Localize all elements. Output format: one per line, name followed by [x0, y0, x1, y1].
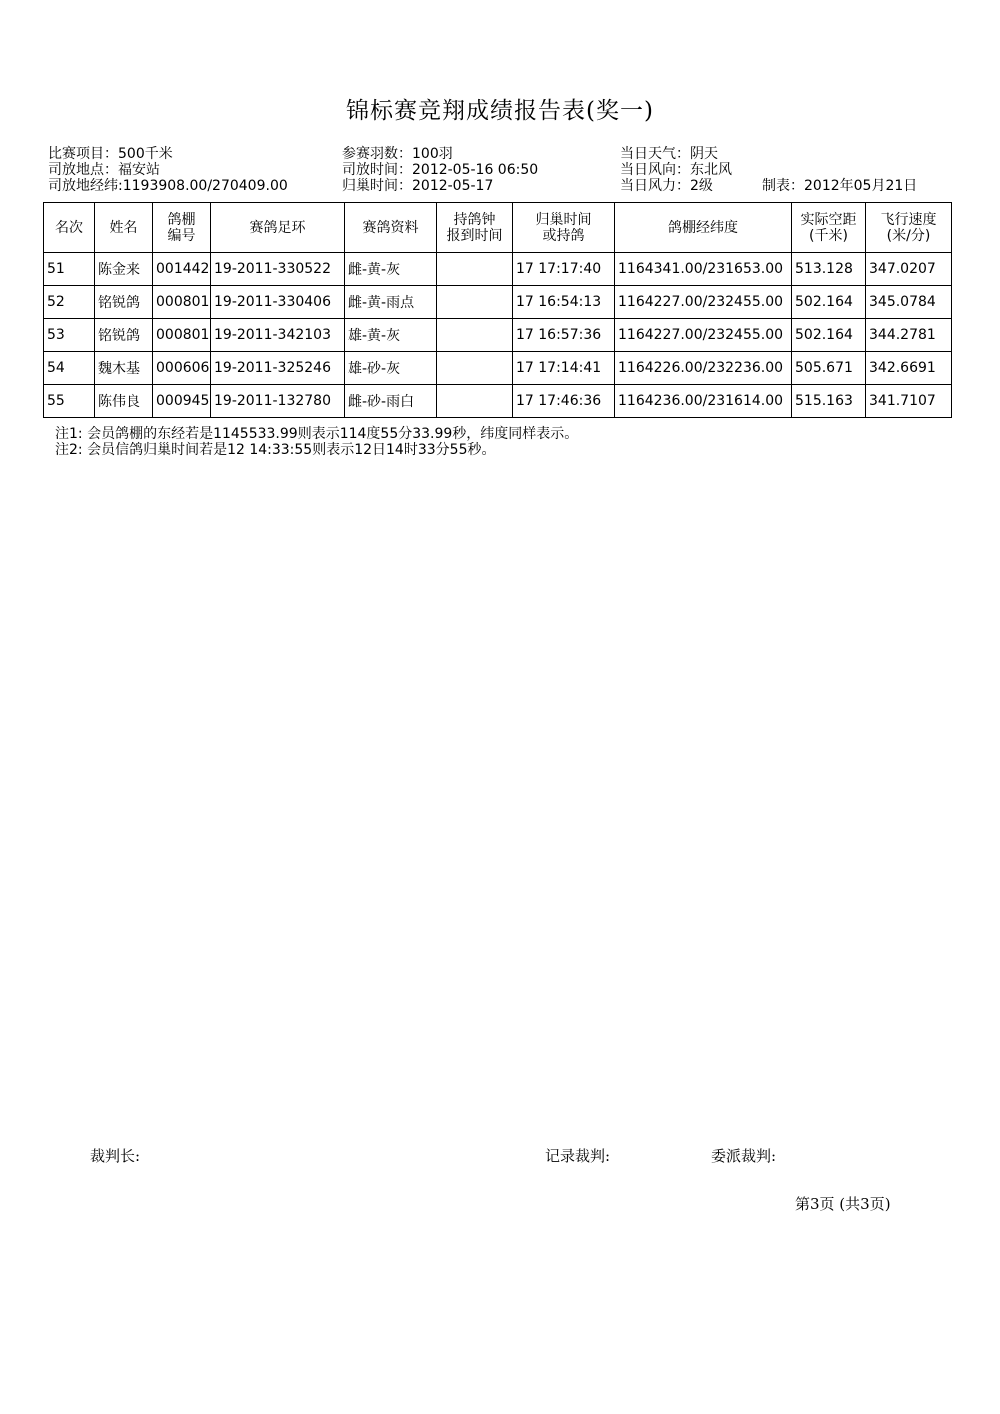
- table-cell: 19-2011-325246: [211, 352, 345, 385]
- record-referee-label: 记录裁判:: [545, 1147, 611, 1165]
- column-header: [211, 203, 345, 253]
- table-cell: 502.164: [792, 286, 866, 319]
- table-cell: 55: [44, 385, 95, 418]
- table-cell: 19-2011-342103: [211, 319, 345, 352]
- info-column-left: [48, 146, 288, 194]
- table-cell: 342.6691: [866, 352, 952, 385]
- table-row: [44, 286, 952, 319]
- table-cell: 341.7107: [866, 385, 952, 418]
- column-header-text: 实际空距: [800, 211, 857, 228]
- column-header-text: (千米): [809, 227, 848, 244]
- column-header-text: 归巢时间: [535, 211, 592, 228]
- notes: [55, 426, 578, 458]
- table-cell: 515.163: [792, 385, 866, 418]
- table-cell: 铭锐鸽: [95, 286, 153, 319]
- table-cell: 19-2011-330406: [211, 286, 345, 319]
- table-cell: 17 17:14:41: [513, 352, 615, 385]
- table-cell: 54: [44, 352, 95, 385]
- results-table: [43, 202, 952, 418]
- info-column-right: [620, 146, 732, 194]
- column-header-text: 编号: [167, 227, 196, 244]
- table-cell: 19-2011-330522: [211, 253, 345, 286]
- column-header-text: 持鸽钟: [453, 211, 496, 228]
- column-header: [95, 203, 153, 253]
- table-row: [44, 385, 952, 418]
- table-cell: 雌-砂-雨白: [345, 385, 437, 418]
- page-number: 第3页 (共3页): [795, 1195, 891, 1213]
- table-cell: 1164226.00/232236.00: [615, 352, 792, 385]
- weather: 当日天气：阴天: [620, 146, 718, 162]
- table-cell: 铭锐鸽: [95, 319, 153, 352]
- release-location: 司放地点：福安站: [48, 162, 160, 178]
- prepared-date: 制表：2012年05月21日: [762, 178, 918, 194]
- wind-direction: 当日风向：东北风: [620, 162, 732, 178]
- column-header-text: 鸽棚: [167, 211, 196, 228]
- table-cell: 1164227.00/232455.00: [615, 319, 792, 352]
- table-cell: 000801: [153, 286, 211, 319]
- release-time: 司放时间：2012-05-16 06:50: [342, 162, 539, 178]
- table-cell: 17 17:17:40: [513, 253, 615, 286]
- table-cell: 雌-黄-灰: [345, 253, 437, 286]
- table-cell: 344.2781: [866, 319, 952, 352]
- table-cell: 345.0784: [866, 286, 952, 319]
- table-cell: 000801: [153, 319, 211, 352]
- column-header: [792, 203, 866, 253]
- race-distance: 比赛项目：500千米: [48, 146, 173, 162]
- table-row: [44, 319, 952, 352]
- column-header-text: 姓名: [109, 219, 138, 236]
- table-cell: 17 17:46:36: [513, 385, 615, 418]
- column-header-text: 报到时间: [446, 227, 503, 244]
- assigned-referee-label: 委派裁判:: [711, 1147, 777, 1165]
- table-cell: 1164341.00/231653.00: [615, 253, 792, 286]
- table-cell: [437, 286, 513, 319]
- note-2: 注2: 会员信鸽归巢时间若是12 14:33:55则表示12日14时33分55秒。: [55, 442, 496, 458]
- table-body: [44, 253, 952, 418]
- table-cell: 001442: [153, 253, 211, 286]
- table-cell: 雄-砂-灰: [345, 352, 437, 385]
- column-header: [615, 203, 792, 253]
- table-cell: 505.671: [792, 352, 866, 385]
- column-header: [153, 203, 211, 253]
- column-header: [437, 203, 513, 253]
- column-header: [345, 203, 437, 253]
- table-cell: [437, 319, 513, 352]
- entry-count: 参赛羽数：100羽: [342, 146, 453, 162]
- table-cell: 502.164: [792, 319, 866, 352]
- table-cell: 1164227.00/232455.00: [615, 286, 792, 319]
- wind-force: 当日风力：2级: [620, 178, 713, 194]
- column-header-text: 赛鸽资料: [362, 219, 419, 236]
- table-cell: [437, 253, 513, 286]
- table-cell: 53: [44, 319, 95, 352]
- table-cell: 雄-黄-灰: [345, 319, 437, 352]
- report-title: 锦标赛竞翔成绩报告表(奖一): [346, 98, 654, 124]
- table-row: [44, 352, 952, 385]
- table-cell: 陈金来: [95, 253, 153, 286]
- column-header: [44, 203, 95, 253]
- table-cell: 51: [44, 253, 95, 286]
- table-cell: [437, 385, 513, 418]
- column-header-text: 飞行速度: [880, 211, 937, 228]
- info-column-middle: [342, 146, 538, 194]
- column-header: [513, 203, 615, 253]
- column-header: [866, 203, 952, 253]
- column-header-text: 或持鸽: [542, 227, 585, 244]
- table-cell: [437, 352, 513, 385]
- table-cell: 雌-黄-雨点: [345, 286, 437, 319]
- table-cell: 347.0207: [866, 253, 952, 286]
- note-1: 注1: 会员鸽棚的东经若是1145533.99则表示114度55分33.99秒，纬度同样表示。: [55, 426, 579, 442]
- table-cell: 1164236.00/231614.00: [615, 385, 792, 418]
- table-cell: 陈伟良: [95, 385, 153, 418]
- table-cell: 513.128: [792, 253, 866, 286]
- table-cell: 52: [44, 286, 95, 319]
- column-header-text: (米/分): [886, 227, 931, 244]
- release-coordinates: 司放地经纬:1193908.00/270409.00: [48, 178, 288, 194]
- column-header-text: 赛鸽足环: [249, 219, 306, 236]
- table-cell: 000606: [153, 352, 211, 385]
- table-cell: 魏木基: [95, 352, 153, 385]
- column-header-text: 鸽棚经纬度: [668, 219, 738, 236]
- chief-referee-label: 裁判长:: [90, 1147, 141, 1165]
- table-cell: 17 16:54:13: [513, 286, 615, 319]
- table-header-row: [44, 203, 952, 253]
- table-cell: 17 16:57:36: [513, 319, 615, 352]
- return-date: 归巢时间：2012-05-17: [342, 178, 494, 194]
- table-row: [44, 253, 952, 286]
- table-cell: 19-2011-132780: [211, 385, 345, 418]
- table-cell: 000945: [153, 385, 211, 418]
- column-header-text: 名次: [55, 219, 83, 236]
